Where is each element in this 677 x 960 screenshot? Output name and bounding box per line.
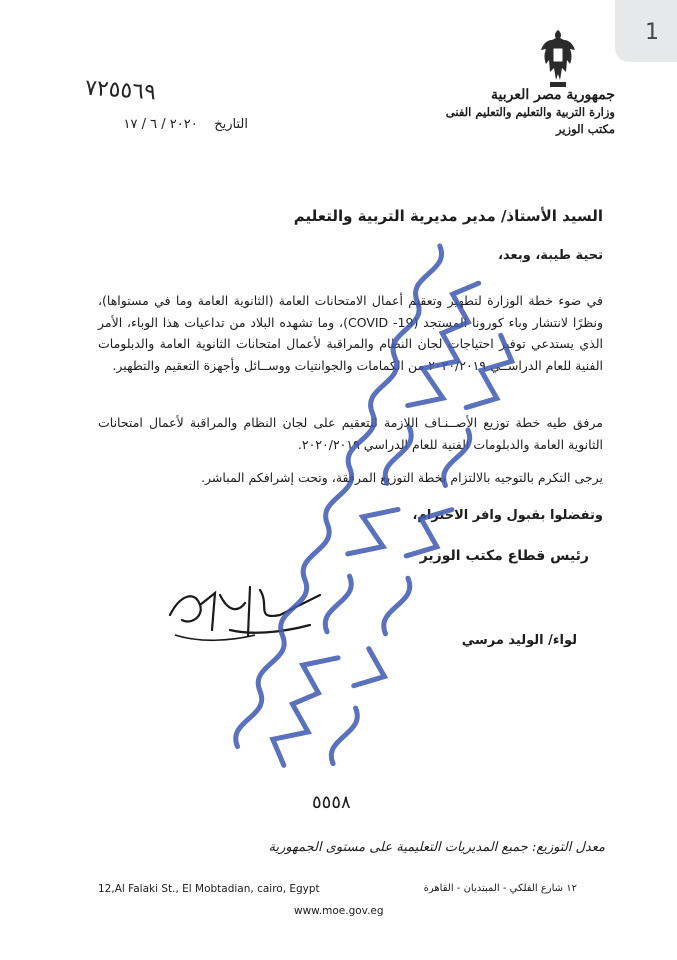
footer-address-arabic: ١٢ شارع الفلكي - المبتديان - القاهرة (423, 883, 577, 894)
signatory-name: لواء/ الوليد مرسي (461, 633, 577, 648)
footer-address-english: 12,Al Falaki St., El Mobtadian, cairo, Egypt (98, 883, 320, 895)
closing: وتفضلوا بقبول وافر الاحترام، (412, 508, 603, 523)
footer-website: www.moe.gov.eg (294, 905, 384, 917)
date-label: التاريخ (214, 117, 248, 132)
page-number-badge (615, 0, 677, 62)
date-line (88, 117, 248, 132)
paragraph-3: يرجى التكرم بالتوجيه بالالتزام بخطة التوزيع المرفقة، وتحت إشرافكم المباشر. (201, 470, 603, 485)
greeting: تحية طيبة، وبعد، (498, 248, 603, 263)
paragraph-2: مرفق طيه خطة توزيع الأصــنـاف اللازمة للتعقيم على لجان النظام والمراقبة لأعمال امتحانات الثانوية العامة والدبلومات الفنية للعام الدراسي ٢٠٢٠/٢٠١٩. (98, 415, 603, 452)
ministry-header (395, 87, 615, 138)
handwritten-number: ٥٥٥٨ (312, 792, 351, 813)
handwritten-signature (160, 575, 330, 650)
date-value: ٢٠٢٠ / ٦ / ١٧ (123, 117, 198, 132)
egypt-eagle-emblem (538, 28, 578, 90)
paragraph-1: في ضوء خطة الوزارة لتطهير وتعقيم أعمال الامتحانات العامة (الثانوية العامة وما في مستواها)، ونظرًا لانتشار وباء كورونا المستجد (COVID -19)، وما تشهده البلاد من تداعيات هذا الوباء، الأمر الذي يستدعي توفير احتياجات لجان النظام والمراقبة لأعمال امتحانات الثانوية العامة والدبلومات الفنية للعام الدراســي ٢٠٢٠/٢٠١٩ من الكمامات والجوانتيات ووســائل وأجهزة التعقيم والتطهير. (98, 293, 604, 373)
header-ministry: وزارة التربية والتعليم والتعليم الفنى (445, 105, 615, 119)
header-country: جمهورية مصر العربية (491, 87, 615, 103)
page-number: 1 (645, 20, 659, 45)
addressee: السيد الأستاذ/ مدير مديرية التربية والتعليم (293, 207, 603, 225)
signatory-title: رئيس قطاع مكتب الوزير (419, 548, 589, 564)
header-office: مكتب الوزير (555, 122, 615, 136)
reference-number: ٧٢٥٥٦٩ (84, 75, 157, 106)
distribution-note: معدل التوزيع: جميع المديريات التعليمية على مستوى الجمهورية (268, 840, 605, 855)
